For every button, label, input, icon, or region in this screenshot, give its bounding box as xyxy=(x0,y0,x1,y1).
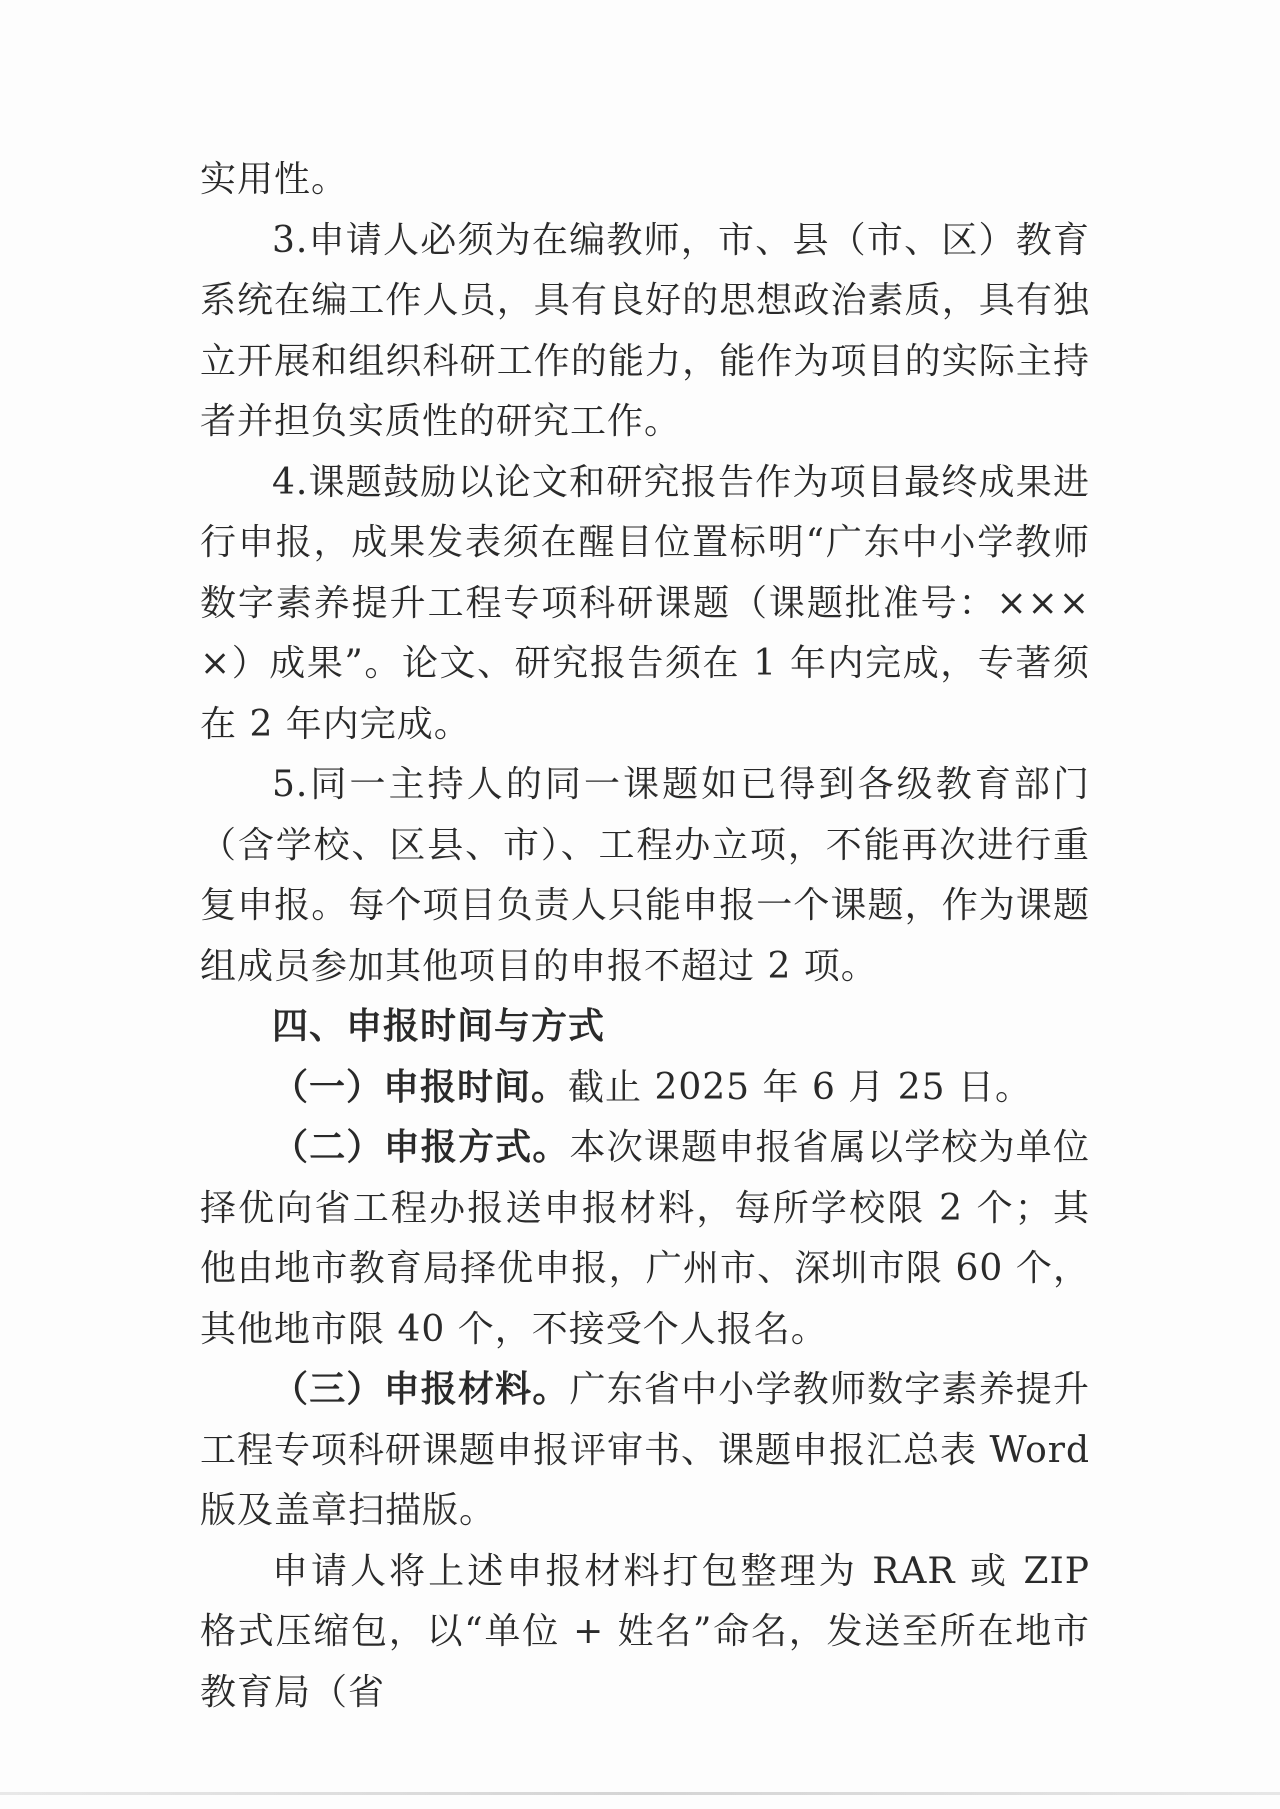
paragraph-submission-instructions: 申请人将上述申报材料打包整理为 RAR 或 ZIP 格式压缩包，以“单位 + 姓名”命名，发送至所在地市教育局（省 xyxy=(200,1550,1090,1713)
paragraph-application-time xyxy=(200,1058,1090,1119)
paragraph-item-3: 3.申请人必须为在编教师，市、县（市、区）教育系统在编工作人员，具有良好的思想政治素质，具有独立开展和组织科研工作的能力，能作为项目的实际主持者并担负实质性的研究工作。 xyxy=(200,219,1090,442)
scan-edge-line xyxy=(0,1792,1280,1795)
document-body xyxy=(200,150,1090,1723)
paragraph-item-4: 4.课题鼓励以论文和研究报告作为项目最终成果进行申报，成果发表须在醒目位置标明“广东中小学教师数字素养提升工程专项科研课题（课题批准号：××××）成果”。论文、研究报告须在 1 年内完成，专著须在 2 年内完成。 xyxy=(200,461,1090,745)
section-heading-4: 四、申报时间与方式 xyxy=(272,1006,606,1047)
application-method-text: 本次课题申报省属以学校为单位择优向省工程办报送申报材料，每所学校限 2 个；其他由地市教育局择优申报，广州市、深圳市限 60 个，其他地市限 40 个，不接受个人报名。 xyxy=(200,1127,1090,1350)
application-time-text: 截止 2025 年 6 月 25 日。 xyxy=(568,1066,1033,1108)
subheading-application-time: （一）申报时间。 xyxy=(272,1066,569,1108)
subheading-application-method: （二）申报方式。 xyxy=(272,1127,570,1168)
paragraph-application-method xyxy=(200,1118,1090,1360)
subheading-application-materials: （三）申报材料。 xyxy=(272,1369,570,1410)
application-materials-text: 广东省中小学教师数字素养提升工程专项科研课题申报评审书、课题申报汇总表 Word 版及盖章扫描版。 xyxy=(200,1369,1090,1531)
paragraph-application-materials xyxy=(200,1360,1090,1542)
paragraph-item-5: 5.同一主持人的同一课题如已得到各级教育部门（含学校、区县、市）、工程办立项，不能再次进行重复申报。每个项目负责人只能申报一个课题，作为课题组成员参加其他项目的申报不超过 2 项。 xyxy=(200,764,1090,987)
paragraph-continuation: 实用性。 xyxy=(200,159,349,200)
